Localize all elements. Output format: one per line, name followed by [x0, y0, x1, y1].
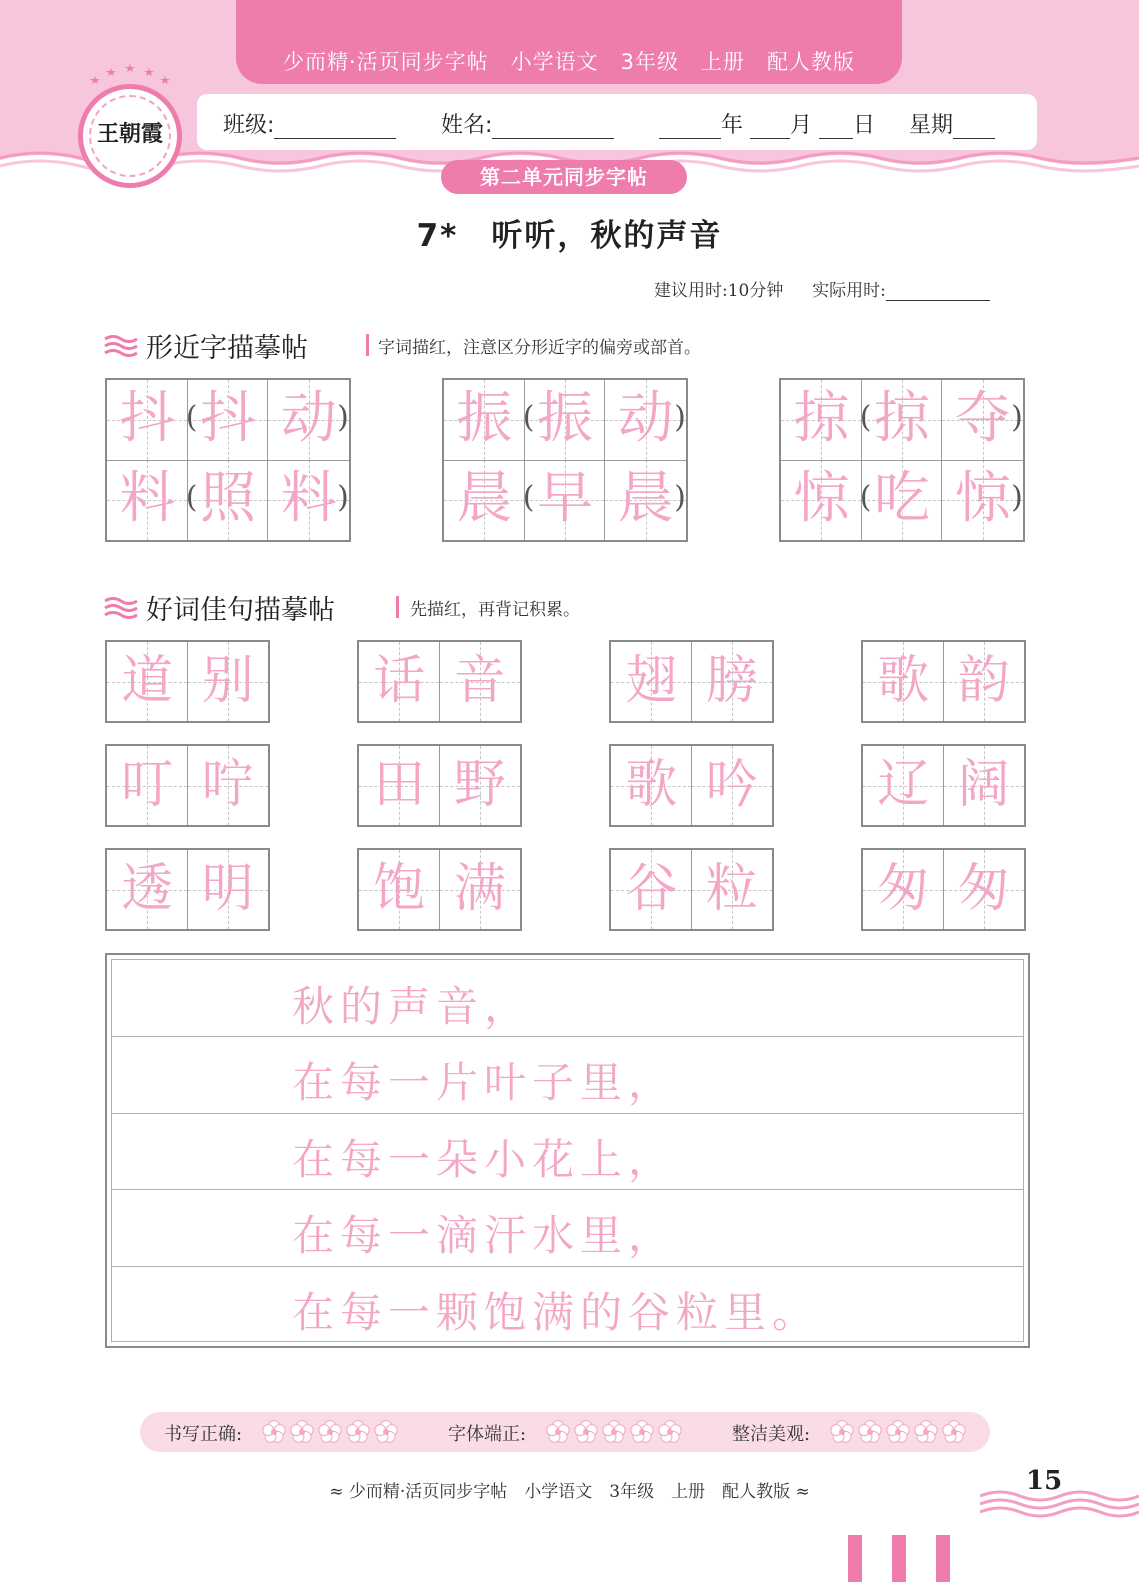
- footer-series: [0, 1477, 1139, 1502]
- trace-cell[interactable]: [863, 850, 944, 929]
- paren-open: (: [859, 400, 872, 435]
- year-label: 年: [721, 113, 744, 138]
- month-label: 月: [790, 113, 813, 138]
- trace-character: 晨: [456, 466, 513, 531]
- edge-stripe: [848, 1535, 862, 1582]
- trace-character: 匆: [957, 859, 1010, 919]
- trace-character: 道: [121, 651, 174, 711]
- trace-character: 料: [280, 466, 337, 531]
- trace-cell[interactable]: [444, 380, 525, 460]
- trace-cell[interactable]: [863, 642, 944, 721]
- flower-icon[interactable]: [291, 1421, 313, 1443]
- flower-icon[interactable]: [263, 1421, 285, 1443]
- trace-cell[interactable]: [107, 850, 188, 929]
- trace-cell[interactable]: [444, 460, 525, 540]
- poem-line[interactable]: 在每一滴汗水里，: [292, 1211, 677, 1261]
- date-field[interactable]: [659, 108, 875, 139]
- paren-open: (: [522, 480, 535, 515]
- flower-icon[interactable]: [347, 1421, 369, 1443]
- word-grid: [357, 640, 522, 723]
- word-grid: [609, 848, 774, 931]
- trace-cell[interactable]: [781, 380, 862, 460]
- trace-character: 粒: [705, 859, 758, 919]
- trace-cell[interactable]: [944, 642, 1025, 721]
- trace-cell[interactable]: [859, 460, 943, 540]
- trace-cell[interactable]: [692, 850, 773, 929]
- flower-icon[interactable]: [659, 1421, 681, 1443]
- trace-character: 明: [201, 859, 254, 919]
- word-grid: [357, 744, 522, 827]
- trace-character: 掠: [874, 386, 931, 451]
- trace-character: 匆: [877, 859, 930, 919]
- trace-cell[interactable]: [440, 746, 521, 825]
- trace-character: 咛: [201, 755, 254, 815]
- evaluation-label: 字体端正:: [448, 1424, 527, 1445]
- trace-cell[interactable]: [359, 746, 440, 825]
- wave-icon: ≈: [329, 1482, 344, 1502]
- flower-icon[interactable]: [319, 1421, 341, 1443]
- day-label: 日: [853, 113, 876, 138]
- trace-cell[interactable]: [692, 642, 773, 721]
- section-note: 先描红，再背记积累。: [410, 600, 580, 620]
- word-grid: [105, 744, 270, 827]
- paren-open: (: [859, 480, 872, 515]
- footer-series-text: 少而精·活页同步字帖 小学语文 3年级 上册 配人教版: [348, 1482, 791, 1502]
- flower-icon[interactable]: [943, 1421, 965, 1443]
- trace-cell[interactable]: [944, 850, 1025, 929]
- trace-cell[interactable]: [107, 380, 188, 460]
- trace-character: 叮: [121, 755, 174, 815]
- trace-cell[interactable]: [359, 642, 440, 721]
- trace-character: 膀: [705, 651, 758, 711]
- trace-character: 别: [201, 651, 254, 711]
- trace-character: 晨: [617, 466, 674, 531]
- series-title: 少而精·活页同步字帖 小学语文 3年级 上册 配人教版: [282, 50, 856, 74]
- trace-cell[interactable]: [188, 746, 269, 825]
- paren-close: ): [337, 400, 349, 435]
- wave-icon: [104, 334, 138, 358]
- page-number: 15: [1026, 1466, 1063, 1496]
- trace-character: 话: [373, 651, 426, 711]
- trace-cell[interactable]: [944, 746, 1025, 825]
- flower-icon[interactable]: [375, 1421, 397, 1443]
- trace-character: 抖: [119, 386, 176, 451]
- word-grid: [609, 640, 774, 723]
- trace-character: 振: [456, 386, 513, 451]
- trace-cell[interactable]: [107, 642, 188, 721]
- paren-close: ): [674, 480, 686, 515]
- evaluation-label: 书写正确:: [164, 1424, 243, 1445]
- rating-flowers[interactable]: [262, 1420, 402, 1444]
- section-title: 好词佳句描摹帖: [146, 595, 335, 626]
- paren-close: ): [1011, 400, 1023, 435]
- time-row: [654, 276, 990, 301]
- trace-character: 动: [617, 386, 674, 451]
- trace-character: 照: [200, 466, 257, 531]
- brand-logo: [78, 84, 182, 188]
- flower-icon[interactable]: [631, 1421, 653, 1443]
- rating-flowers[interactable]: [546, 1420, 686, 1444]
- weekday-field[interactable]: [909, 108, 995, 139]
- evaluation-bar: [140, 1412, 990, 1452]
- trace-cell[interactable]: [185, 380, 269, 460]
- weekday-label: 星期: [909, 113, 954, 138]
- wave-icon: ≈: [795, 1482, 810, 1502]
- trace-character: 料: [119, 466, 176, 531]
- trace-character: 惊: [954, 466, 1011, 531]
- trace-character: 辽: [877, 755, 930, 815]
- trace-cell[interactable]: [185, 460, 269, 540]
- trace-character: 振: [537, 386, 594, 451]
- trace-cell[interactable]: [522, 380, 606, 460]
- word-grid: [861, 744, 1026, 827]
- trace-character: 夺: [954, 386, 1011, 451]
- trace-cell[interactable]: [611, 642, 692, 721]
- trace-cell[interactable]: [107, 460, 188, 540]
- trace-cell[interactable]: [359, 850, 440, 929]
- trace-character: 田: [373, 755, 426, 815]
- trace-cell[interactable]: [781, 460, 862, 540]
- section-note: 字词描红，注意区分形近字的偏旁或部首。: [378, 338, 701, 358]
- edge-stripe: [892, 1535, 906, 1582]
- trace-character: 韵: [957, 651, 1010, 711]
- similar-char-grid: [779, 378, 1025, 542]
- paren-open: (: [185, 400, 198, 435]
- trace-cell[interactable]: [611, 850, 692, 929]
- flower-icon[interactable]: [859, 1421, 881, 1443]
- trace-character: 谷: [625, 859, 678, 919]
- flower-icon[interactable]: [915, 1421, 937, 1443]
- trace-character: 惊: [793, 466, 850, 531]
- paren-open: (: [522, 400, 535, 435]
- word-grid: [105, 848, 270, 931]
- lesson-title: 7* 听听，秋的声音: [416, 218, 723, 254]
- student-info-bar: [197, 94, 1037, 150]
- trace-character: 满: [453, 859, 506, 919]
- trace-character: 吟: [705, 755, 758, 815]
- trace-character: 早: [537, 466, 594, 531]
- paren-close: ): [337, 480, 349, 515]
- word-grid: [105, 640, 270, 723]
- poem-line[interactable]: 在每一片叶子里，: [292, 1058, 677, 1108]
- poem-line[interactable]: 在每一朵小花上，: [292, 1134, 677, 1184]
- similar-char-grid: [105, 378, 351, 542]
- class-label: 班级:: [223, 113, 275, 138]
- brand-logo-text: 王朝霞: [96, 121, 163, 147]
- trace-cell[interactable]: [611, 746, 692, 825]
- trace-cell[interactable]: [859, 380, 943, 460]
- class-field[interactable]: [223, 108, 396, 139]
- trace-character: 野: [453, 755, 506, 815]
- unit-badge: 第二单元同步字帖: [441, 160, 687, 194]
- trace-cell[interactable]: [522, 460, 606, 540]
- word-grid: [861, 640, 1026, 723]
- trace-cell[interactable]: [692, 746, 773, 825]
- trace-cell[interactable]: [188, 850, 269, 929]
- section-title: 形近字描摹帖: [146, 333, 308, 364]
- trace-character: 饱: [373, 859, 426, 919]
- word-grid: [357, 848, 522, 931]
- flower-icon[interactable]: [603, 1421, 625, 1443]
- poem-practice-box: [105, 953, 1030, 1348]
- edge-stripe: [936, 1535, 950, 1582]
- paren-close: ): [674, 400, 686, 435]
- trace-cell[interactable]: [863, 746, 944, 825]
- trace-character: 掠: [793, 386, 850, 451]
- similar-char-grid: [442, 378, 688, 542]
- name-field[interactable]: [441, 108, 614, 139]
- section-divider: [366, 334, 369, 356]
- trace-character: 翅: [625, 651, 678, 711]
- trace-character: 歌: [625, 755, 678, 815]
- poem-line[interactable]: 秋的声音，: [292, 982, 533, 1031]
- trace-character: 透: [121, 859, 174, 919]
- name-label: 姓名:: [441, 113, 493, 138]
- trace-cell[interactable]: [440, 850, 521, 929]
- trace-cell[interactable]: [440, 642, 521, 721]
- wave-icon: [104, 596, 138, 620]
- word-grid: [609, 744, 774, 827]
- flower-icon[interactable]: [547, 1421, 569, 1443]
- trace-character: 动: [280, 386, 337, 451]
- flower-icon[interactable]: [887, 1421, 909, 1443]
- paren-open: (: [185, 480, 198, 515]
- word-grid: [861, 848, 1026, 931]
- trace-character: 阔: [957, 755, 1010, 815]
- flower-icon[interactable]: [831, 1421, 853, 1443]
- rating-flowers[interactable]: [830, 1420, 970, 1444]
- flower-icon[interactable]: [575, 1421, 597, 1443]
- section-divider: [396, 596, 399, 618]
- poem-line[interactable]: 在每一颗饱满的谷粒里。: [292, 1287, 821, 1337]
- evaluation-label: 整洁美观:: [732, 1424, 811, 1445]
- trace-character: 歌: [877, 651, 930, 711]
- actual-time-label: 实际用时:: [812, 281, 886, 301]
- trace-cell[interactable]: [107, 746, 188, 825]
- actual-time-field[interactable]: [886, 281, 990, 301]
- paren-close: ): [1011, 480, 1023, 515]
- trace-character: 抖: [200, 386, 257, 451]
- suggested-time: 建议用时:10分钟: [654, 281, 784, 301]
- trace-character: 吃: [874, 466, 931, 531]
- trace-character: 音: [453, 651, 506, 711]
- trace-cell[interactable]: [188, 642, 269, 721]
